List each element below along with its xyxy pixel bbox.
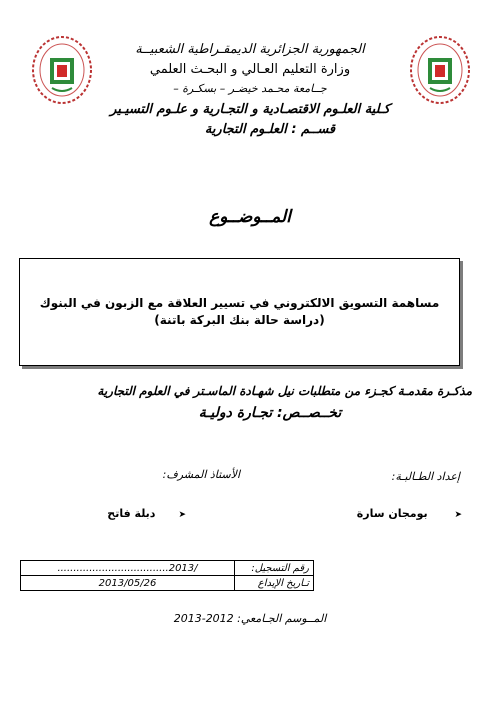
registration-number-label: رقم التسجيل: <box>235 561 314 576</box>
department-name: قســم : العلـوم التجارية <box>204 122 336 137</box>
table-row <box>21 576 314 591</box>
thesis-title-line-1: مساهمة التسويق الالكتروني في تسيير العلاقة مع الزبون في البنوك <box>39 296 440 310</box>
university-logo-icon <box>30 34 94 106</box>
faculty-name: كـلية العلـوم الاقتصـادية و التجـارية و علـوم التسيـير <box>110 102 390 117</box>
academic-year: المــوسم الجـامعي: 2012-2013 <box>173 612 327 625</box>
table-row <box>21 561 314 576</box>
subject-heading: المــوضــوع <box>209 207 291 227</box>
university-logo-icon <box>408 34 472 106</box>
student-name: بومجان سارة <box>356 507 428 520</box>
registration-number-value: ...................................2013/ <box>21 561 235 576</box>
student-label: إعداد الطـالبـة: <box>391 470 460 483</box>
specialization: تخــصــص: تجـارة دوليـة <box>198 405 342 421</box>
supervisor-label: الأستاذ المشرف: <box>162 468 240 481</box>
university-name: جــامعة محـمد خيضـر – بسكـرة – <box>173 82 327 95</box>
registration-table <box>20 560 314 591</box>
supervisor-name-row <box>80 507 186 520</box>
arrow-bullet-icon: ➤ <box>454 510 462 520</box>
supervisor-name: دبلة فاتح <box>107 507 156 520</box>
deposit-date-value: 2013/05/26 <box>21 576 235 591</box>
arrow-bullet-icon: ➤ <box>178 510 186 520</box>
ministry-name: وزارة التعليم العـالي و البحـث العلمي <box>149 62 351 77</box>
thesis-title-line-2: (دراسة حالة بنك البركة باتنة) <box>154 313 325 327</box>
republic-name: الجمهورية الجزائرية الديمقـراطية الشعبيــة <box>135 42 365 57</box>
deposit-date-label: تـاريخ الإيداع <box>235 576 314 591</box>
student-name-row <box>340 507 462 520</box>
thesis-type: مذكـرة مقدمـة كجـزء من متطلبات نيل شهـادة الماسـتر في العلوم التجارية <box>97 384 472 398</box>
thesis-title-box <box>19 258 460 366</box>
